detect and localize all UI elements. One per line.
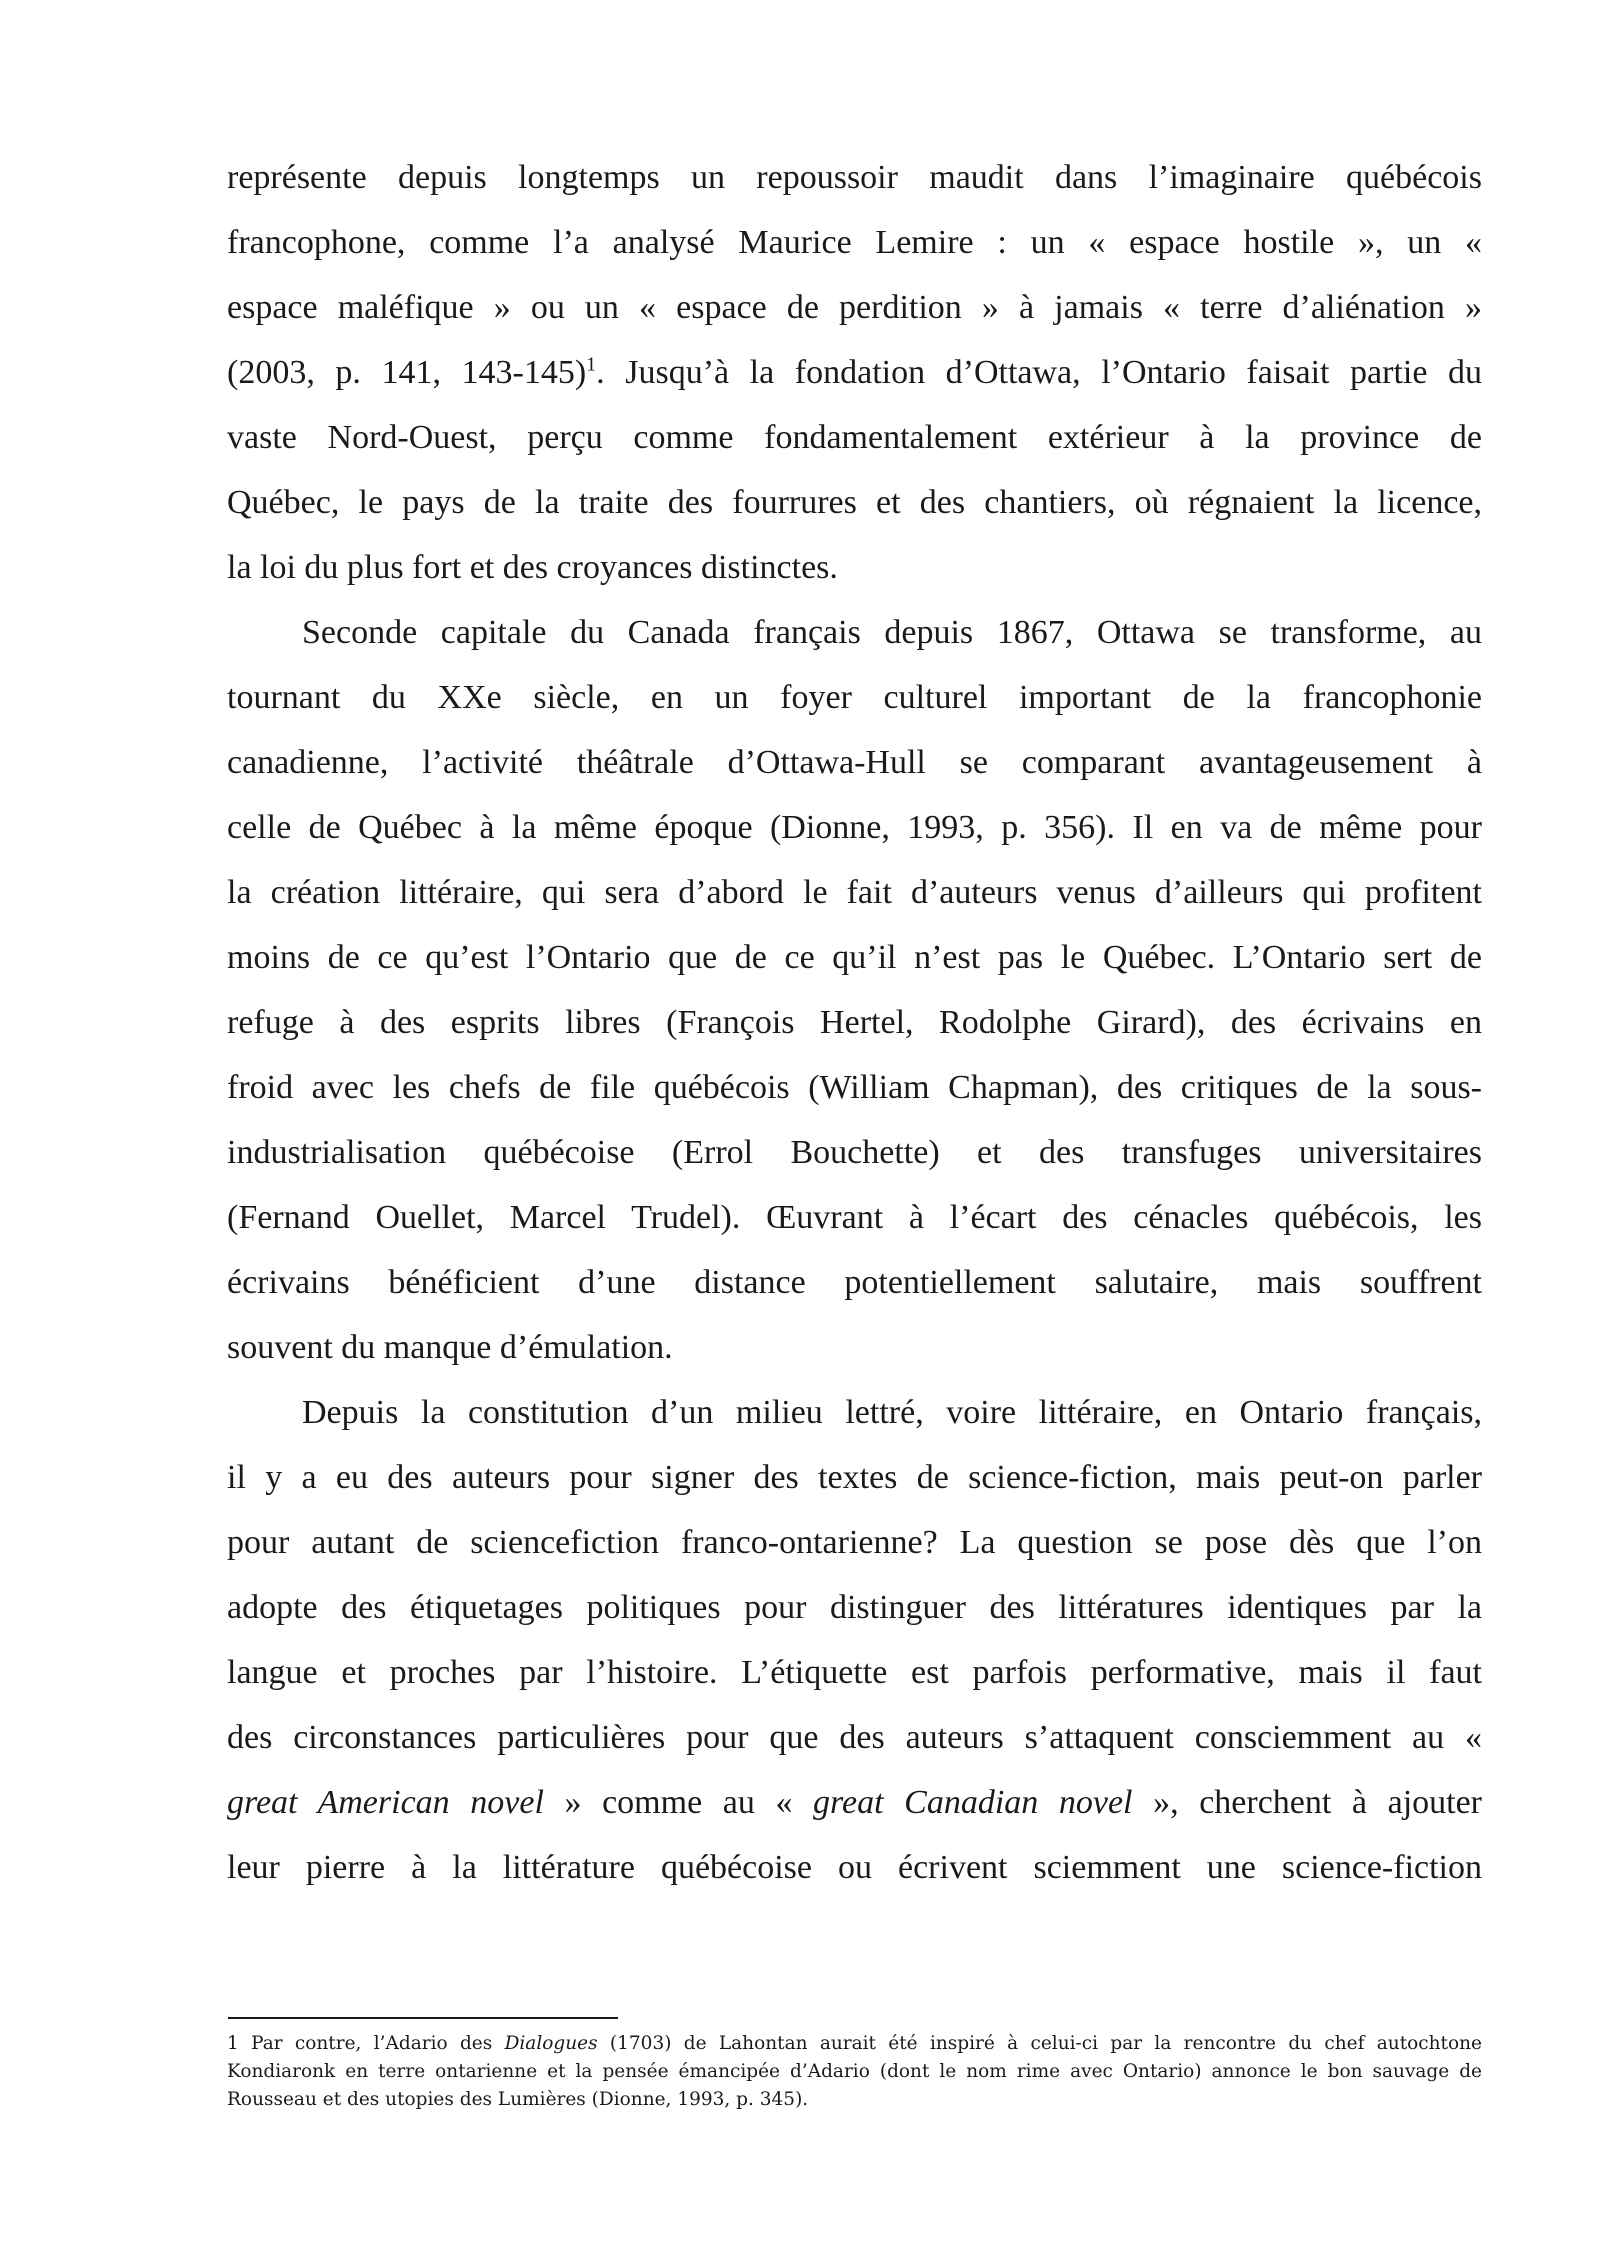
italic-title: Dialogues (504, 2033, 598, 2054)
text-line: Québec, le pays de la traite des fourrures et des chantiers, où régnaient la licence, (227, 484, 1482, 521)
text-line: la création littéraire, qui sera d’abord le fait d’auteurs venus d’ailleurs qui profitent (227, 874, 1482, 911)
text-line (227, 340, 1482, 405)
text-line: des circonstances particulières pour que des auteurs s’attaquent consciemment au « (227, 1719, 1482, 1756)
text-segment: », cherchent à ajouter (1132, 1784, 1482, 1821)
text-line: refuge à des esprits libres (François Hertel, Rodolphe Girard), des écrivains en (227, 1004, 1482, 1041)
text-line: tournant du XXe siècle, en un foyer culturel important de la francophonie (227, 679, 1482, 716)
text-line: pour autant de sciencefiction franco-ontarienne? La question se pose dès que l’on (227, 1524, 1482, 1561)
text-line: canadienne, l’activité théâtrale d’Ottawa-Hull se comparant avantageusement à (227, 744, 1482, 781)
text-segment: 1 Par contre, l’Adario des (227, 2033, 505, 2054)
footnote-ref[interactable]: 1 (586, 353, 597, 376)
text-line: Seconde capitale du Canada français depuis 1867, Ottawa se transforme, au (302, 614, 1482, 651)
italic-title: great American novel (227, 1784, 544, 1821)
text-line (227, 1770, 1482, 1835)
text-line: espace maléfique » ou un « espace de perdition » à jamais « terre d’aliénation » (227, 289, 1482, 326)
text-line: francophone, comme l’a analysé Maurice Lemire : un « espace hostile », un « (227, 224, 1482, 261)
footnote-line (227, 2030, 1482, 2058)
text-line: celle de Québec à la même époque (Dionne, 1993, p. 356). Il en va de même pour (227, 809, 1482, 846)
text-line: (Fernand Ouellet, Marcel Trudel). Œuvrant à l’écart des cénacles québécois, les (227, 1199, 1482, 1236)
text-segment: . Jusqu’à la fondation d’Ottawa, l’Ontario faisait partie du (596, 354, 1483, 391)
text-line: froid avec les chefs de file québécois (William Chapman), des critiques de la sous- (227, 1069, 1482, 1106)
text-segment: » comme au « (543, 1784, 814, 1821)
text-segment: (1703) de Lahontan aurait été inspiré à celui-ci par la rencontre du chef autochtone (597, 2033, 1482, 2054)
footnote-line: Kondiaronk en terre ontarienne et la pensée émancipée d’Adario (dont le nom rime avec Ontario) annonce le bon sauvage de (227, 2061, 1482, 2082)
text-line: souvent du manque d’émulation. (227, 1329, 673, 1366)
footnote-line: Rousseau et des utopies des Lumières (Dionne, 1993, p. 345). (227, 2089, 809, 2110)
body-text (227, 145, 1482, 1900)
text-line: industrialisation québécoise (Errol Bouchette) et des transfuges universitaires (227, 1134, 1482, 1171)
text-line: leur pierre à la littérature québécoise ou écrivent sciemment une science-fiction (227, 1849, 1482, 1886)
text-line: moins de ce qu’est l’Ontario que de ce qu’il n’est pas le Québec. L’Ontario sert de (227, 939, 1482, 976)
text-line: il y a eu des auteurs pour signer des textes de science-fiction, mais peut-on parler (227, 1459, 1482, 1496)
text-line: représente depuis longtemps un repoussoir maudit dans l’imaginaire québécois (227, 159, 1482, 196)
italic-title: great Canadian novel (813, 1784, 1133, 1821)
text-line: Depuis la constitution d’un milieu lettré, voire littéraire, en Ontario français, (302, 1394, 1482, 1431)
text-line: la loi du plus fort et des croyances distinctes. (227, 549, 838, 586)
footnote-divider (228, 2017, 618, 2019)
text-segment: (2003, p. 141, 143-145) (227, 354, 587, 391)
text-line: adopte des étiquetages politiques pour distinguer des littératures identiques par la (227, 1589, 1482, 1626)
text-line: vaste Nord-Ouest, perçu comme fondamentalement extérieur à la province de (227, 419, 1482, 456)
text-line: langue et proches par l’histoire. L’étiquette est parfois performative, mais il faut (227, 1654, 1482, 1691)
footnote-section (227, 2030, 1482, 2114)
text-line: écrivains bénéficient d’une distance potentiellement salutaire, mais souffrent (227, 1264, 1482, 1301)
